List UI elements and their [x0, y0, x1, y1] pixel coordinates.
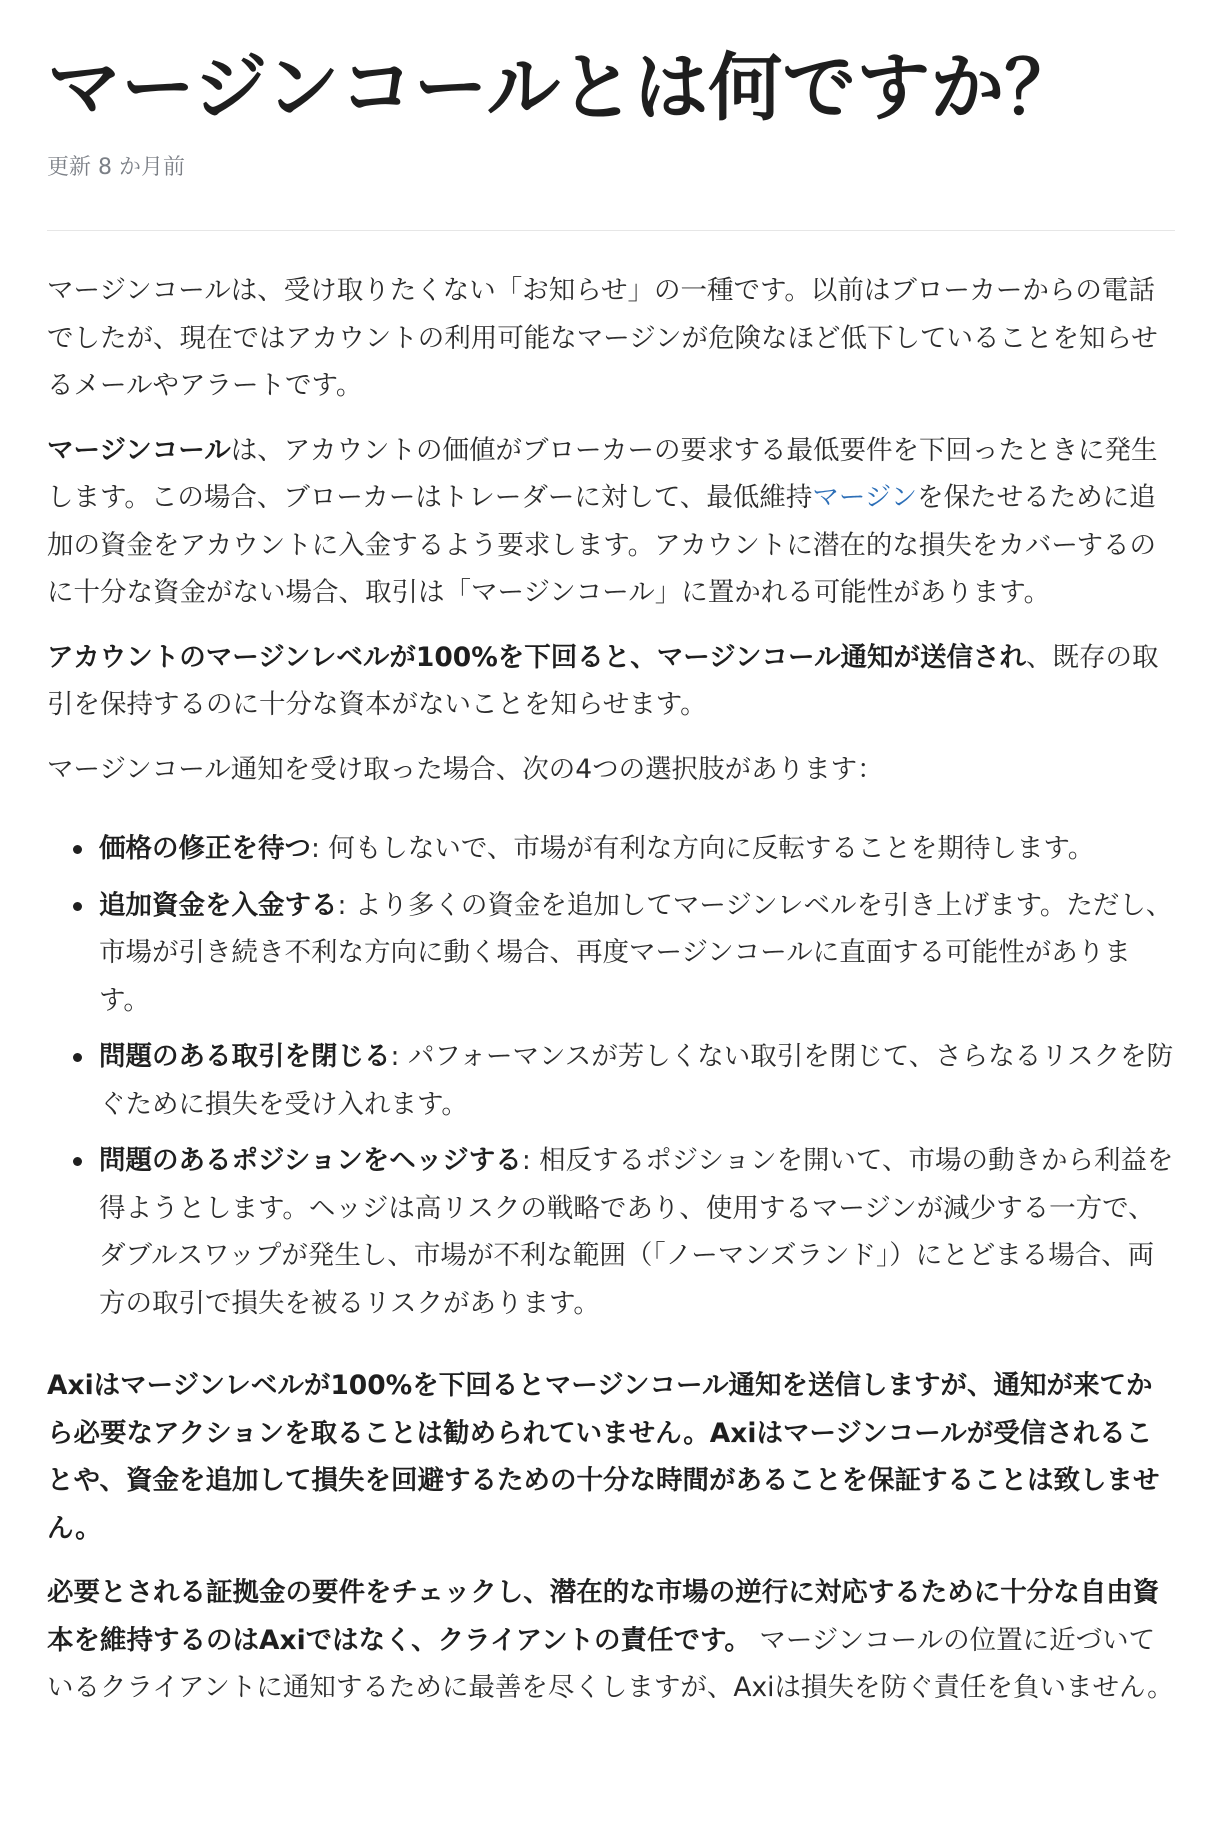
responsibility-emphasis: 必要とされる証拠金の要件をチェックし、潜在的な市場の逆行に対応するために十分な自由資本を維持するのはAxiではなく、クライアントの責任です。 — [47, 1577, 1160, 1656]
updated-timestamp: 更新 8 か月前 — [47, 155, 185, 180]
responsibility-text: マージンコールの位置に近づいているクライアントに通知するために最善を尽くしますが、Axiは損失を防ぐ責任を負いません。 — [47, 1624, 1174, 1703]
option-text: : パフォーマンスが芳しくない取引を閉じて、さらなるリスクを防ぐために損失を受け入れます。 — [99, 1041, 1174, 1120]
paragraph-margin-level — [47, 634, 1175, 729]
paragraph-definition — [47, 427, 1175, 617]
list-item — [99, 1137, 1175, 1327]
option-title: 価格の修正を待つ — [99, 833, 311, 864]
margin-level-emphasis: アカウントのマージンレベルが100%を下回ると、マージンコール通知が送信され — [47, 641, 1027, 673]
definition-text: は、アカウントの価値がブローカーの要求する最低要件を下回ったときに発生します。この場合、ブローカーはトレーダーに対して、最低維持 — [47, 434, 1158, 513]
list-item — [99, 825, 1175, 873]
definition-text-rest: を保たせるために追加の資金をアカウントに入金するよう要求します。アカウントに潜在的な損失をカバーするのに十分な資金がない場合、取引は「マージンコール」に置かれる可能性があります。 — [47, 482, 1157, 608]
option-title: 追加資金を入金する — [99, 889, 338, 921]
option-text: : 相反するポジションを開いて、市場の動きから利益を得ようとします。ヘッジは高リスクの戦略であり、使用するマージンが減少する一方で、ダブルスワップが発生し、市場が不利な範囲（「ノーマンズランド」）にとどまる場合、両方の取引で損失を被るリスクがあります。 — [99, 1145, 1174, 1319]
paragraph-responsibility — [47, 1569, 1175, 1712]
list-item — [99, 1033, 1175, 1128]
page-title: マージンコールとは何ですか？ — [47, 45, 1079, 131]
margin-link[interactable]: マージン — [812, 482, 918, 513]
paragraph-intro: マージンコールは、受け取りたくない「お知らせ」の一種です。以前はブローカーからの電話でしたが、現在ではアカウントの利用可能なマージンが危険なほど低下していることを知らせるメールやアラートです。 — [47, 275, 1158, 401]
divider — [47, 230, 1175, 231]
option-title: 問題のあるポジションをヘッジする — [99, 1145, 522, 1176]
margin-level-text: 、既存の取引を保持するのに十分な資本がないことを知らせます。 — [47, 641, 1159, 720]
option-text: : 何もしないで、市場が有利な方向に反転することを期待します。 — [311, 833, 1095, 864]
paragraph-warning: Axiはマージンレベルが100%を下回るとマージンコール通知を送信しますが、通知が来てから必要なアクションを取ることは勧められていません。Axiはマージンコールが受信されることや、資金を追加して損失を回避するための十分な時間があることを保証することは致しません。 — [47, 1370, 1160, 1544]
list-item — [99, 882, 1175, 1025]
option-title: 問題のある取引を閉じる — [99, 1041, 391, 1072]
paragraph-options-intro: マージンコール通知を受け取った場合、次の4つの選択肢があります： — [47, 753, 884, 785]
option-text: : より多くの資金を追加してマージンレベルを引き上げます。ただし、市場が引き続き不利な方向に動く場合、再度マージンコールに直面する可能性があります。 — [99, 889, 1173, 1016]
options-list — [47, 825, 1175, 1327]
article-body — [47, 267, 1175, 1712]
term-margin-call: マージンコール — [47, 434, 231, 466]
